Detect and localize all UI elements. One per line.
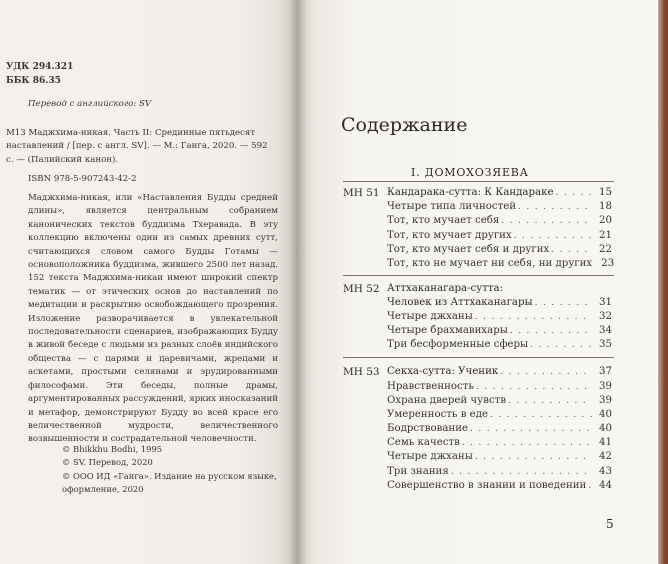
section-rule (343, 357, 614, 358)
part-rule (343, 181, 614, 182)
annotation-text: Маджхима-никая, или «Наставления Будды средней длины», является центральным собранием канонических текстов буддизма Тхеравада. В эту коллекцию включены одни из самых древних сутт, считающихся словом самого Будды Готамы — основоположника буддизма, жившего 2500 лет назад. 152 текста Маджхима-никаи имеют широкий спектр тематик — от этических основ до наставлений по медитации и раскрытию освобождающего прозрения. Изложение разворачивается в увлекательной последовательности сценариев, изображающих Будду в живой беседе с людьми из разных слоёв индийского общества — с царями и царевичами, жрецами и аскетами, простыми селянами и эрудированными философами. Эти беседы, полные драмы, аргументированных рассуждений, ярких иносказаний и метафор, демонстрируют Будду во всей красе его величественной мудрости, величественного возвышенности и сострадательной человечности. (28, 193, 278, 445)
section-number: MH 51 (343, 187, 380, 199)
bbk-code: ББК 86.35 (6, 76, 61, 86)
translation-credit: Перевод с английского: SV (28, 99, 152, 109)
toc-entry: Тот, кто мучает себя . . . 20 (387, 215, 612, 226)
toc-entry: Тот, кто мучает других . . . 21 (387, 230, 612, 241)
page-number: 5 (606, 517, 614, 531)
toc-title: Содержание (341, 114, 468, 136)
toc-entry: Человек из Аттхаканагары . . . 31 (387, 297, 612, 308)
toc-entry: Семь качеств . . . 41 (387, 437, 612, 448)
catalog-entry: М13 Маджхима-никая. Часть II: Срединные пятьдесят наставлений / [пер. с англ. SV]. — М.: Ганга, 2020. — 592 с. — (Палийский канон). (6, 128, 268, 165)
udk-code: УДК 294.321 (6, 62, 74, 72)
toc-entry: Четыре брахмавихары . . . 34 (387, 325, 612, 336)
toc-entry: Бодрствование . . . 40 (387, 423, 612, 434)
copyright-block (62, 443, 292, 496)
toc-entry: Совершенство в знании и поведении . . . 44 (387, 480, 612, 491)
isbn: ISBN 978-5-907243-42-2 (28, 174, 137, 184)
toc-entry: Охрана дверей чувств . . . 39 (387, 395, 612, 406)
section-rule (343, 275, 614, 276)
toc-entry: Секха-сутта: Ученик . . . 37 (387, 366, 612, 377)
book-cover-edge (658, 0, 668, 564)
copyright-line: © ООО ИД «Ганга». Издание на русском языке, оформление, 2020 (62, 470, 277, 494)
toc-entry: Нравственность . . . 39 (387, 381, 612, 392)
toc-entry: Кандарака-сутта: К Кандараке . . . 15 (387, 187, 612, 198)
copyright-line: © SV. Перевод, 2020 (62, 457, 153, 468)
toc-entry: Аттхаканагара-сутта: (387, 283, 504, 294)
toc-entry: Четыре типа личностей . . . 18 (387, 201, 612, 212)
toc-entry: Три бесформенные сферы . . . 35 (387, 339, 612, 350)
toc-entry: Умеренность в еде . . . 40 (387, 409, 612, 420)
toc-entry: Три знания . . . 43 (387, 466, 612, 477)
section-number: MH 53 (343, 366, 380, 378)
part-title: I. ДОМОХОЗЯЕВА (411, 166, 529, 179)
toc-entry: Тот, кто мучает себя и других . . . 22 (387, 244, 612, 255)
toc-entry: Тот, кто не мучает ни себя, ни других 23 (387, 258, 615, 269)
toc-entry: Четыре джханы . . . 42 (387, 451, 612, 462)
section-number: MH 52 (343, 283, 380, 295)
toc-entry: Четыре джханы . . . 32 (387, 311, 612, 322)
copyright-line: © Bhikkhu Bodhi, 1995 (62, 444, 163, 454)
